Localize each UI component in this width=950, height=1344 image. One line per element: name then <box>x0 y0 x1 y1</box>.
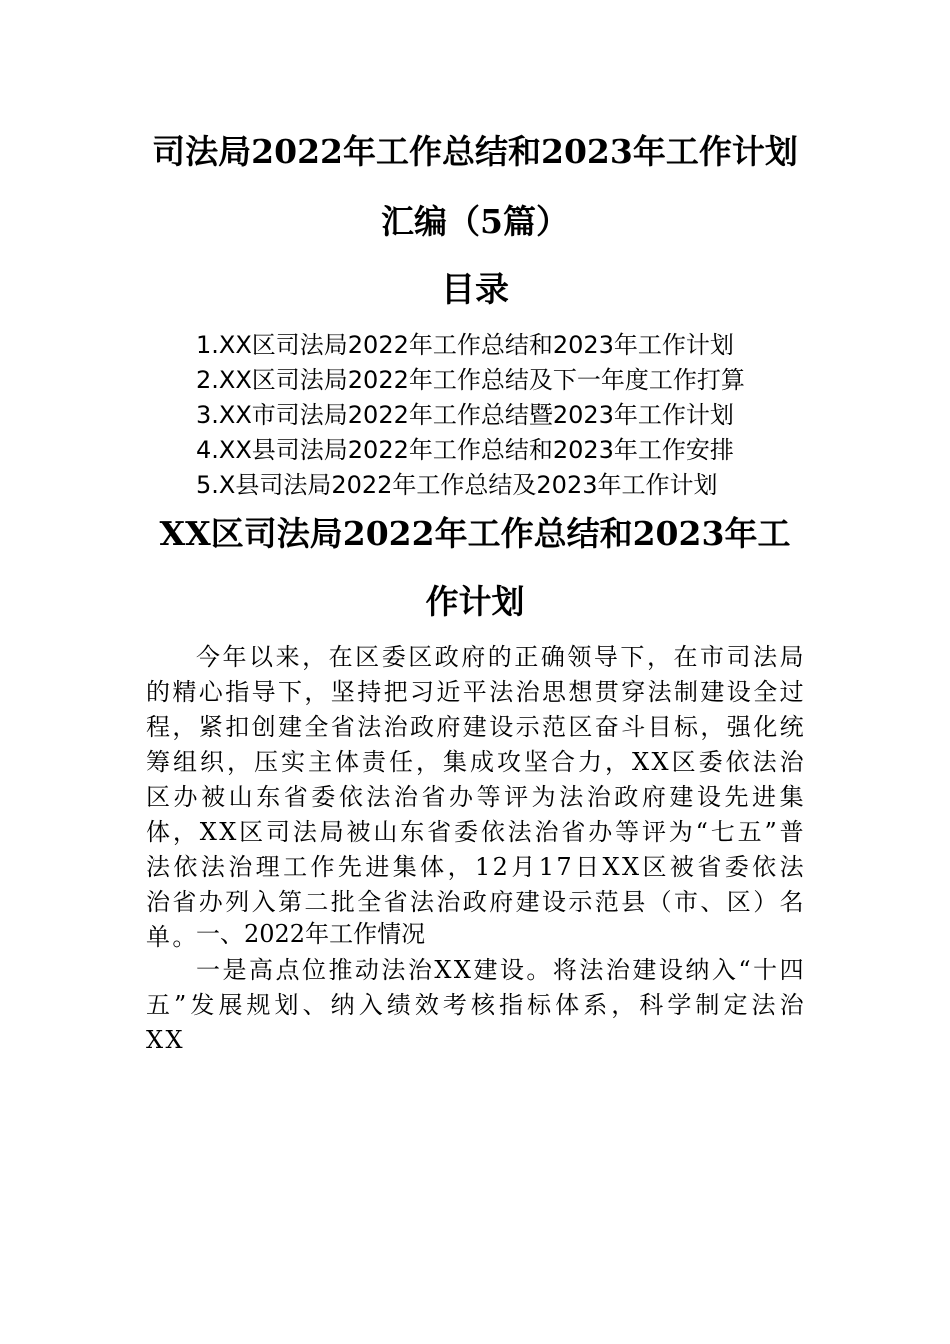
toc-item-1: 1.XX区司法局2022年工作总结和2023年工作计划 <box>196 331 734 359</box>
section-title-line-1: XX区司法局2022年工作总结和2023年工 <box>159 514 791 553</box>
toc-item-2: 2.XX区司法局2022年工作总结及下一年度工作打算 <box>196 366 745 394</box>
toc-heading: 目录 <box>441 270 509 310</box>
document-title-line-1: 司法局2022年工作总结和2023年工作计划 <box>152 132 798 171</box>
table-of-contents <box>196 328 745 503</box>
toc-item-4: 4.XX县司法局2022年工作总结和2023年工作安排 <box>196 436 734 464</box>
section-title-line-2: 作计划 <box>425 582 525 621</box>
toc-item-5: 5.X县司法局2022年工作总结及2023年工作计划 <box>196 471 718 499</box>
toc-item-3: 3.XX市司法局2022年工作总结暨2023年工作计划 <box>196 401 734 429</box>
body-paragraph-1: 今年以来，在区委区政府的正确领导下，在市司法局的精心指导下，坚持把习近平法治思想贯穿法制建设全过程，紧扣创建全省法治政府建设示范区奋斗目标，强化统筹组织，压实主体责任，集成攻坚合力，XX区委依法治区办被山东省委依法治省办等评为法治政府建设先进集体，XX区司法局被山东省委依法治省办等评为“七五”普法依法治理工作先进集体，12月17日XX区被省委依法治省办列入第二批全省法治政府建设示范县（市、区）名单。 <box>146 643 806 951</box>
sub-heading-work-status: 一、2022年工作情况 <box>196 920 426 948</box>
document-title-line-2: 汇编（5篇） <box>381 202 569 241</box>
body-paragraph-2: 一是高点位推动法治XX建设。将法治建设纳入“十四五”发展规划、纳入绩效考核指标体系，科学制定法治XX <box>146 956 806 1054</box>
